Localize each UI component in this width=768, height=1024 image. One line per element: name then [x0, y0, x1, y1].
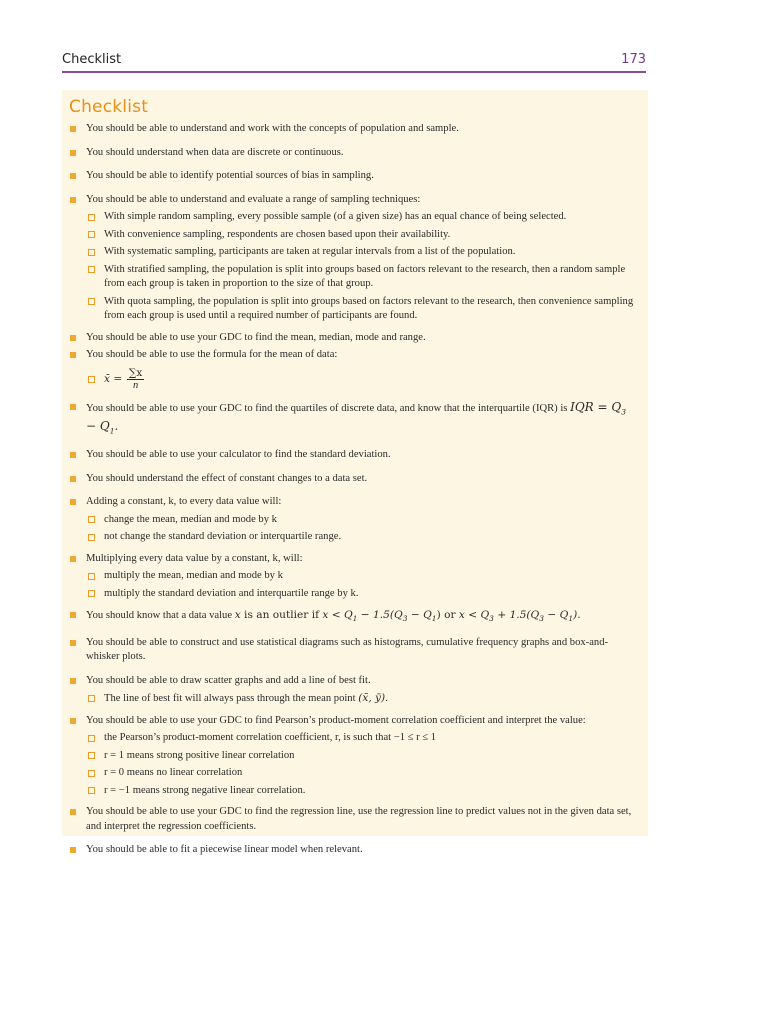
sub-list-item [86, 587, 638, 602]
item-text: You should understand when data are discrete or continuous. [86, 146, 344, 158]
list-item [68, 636, 638, 665]
fraction-denominator: n [132, 379, 139, 391]
bullet-square-icon [70, 352, 76, 358]
bullet-square-icon [70, 150, 76, 156]
list-item [68, 674, 638, 707]
sub-list [86, 731, 638, 798]
sub-item-text: With stratified sampling, the population is split into groups based on factors relevant to the research, then a random sample from each group is taken in proportion to the size of that group. [104, 263, 626, 289]
formula-part: ) or [436, 609, 459, 622]
hollow-square-icon [88, 214, 95, 221]
list-item [68, 552, 638, 602]
bullet-square-icon [70, 499, 76, 505]
bullet-square-icon [70, 809, 76, 815]
bullet-square-icon [70, 847, 76, 853]
bullet-square-icon [70, 476, 76, 482]
item-text: You should be able to use your GDC to find Pearson’s product-moment correlation coefficient and interpret the value: [86, 714, 586, 726]
hollow-square-icon [88, 231, 95, 238]
bullet-square-icon [70, 173, 76, 179]
sub-list [86, 569, 638, 601]
hollow-square-icon [88, 376, 95, 383]
list-item [68, 193, 638, 324]
hollow-square-icon [88, 770, 95, 777]
item-text: You should be able to construct and use statistical diagrams such as histograms, cumulative frequency graphs and box-and-whisker plots. [86, 636, 609, 663]
bullet-square-icon [70, 640, 76, 646]
hollow-square-icon [88, 266, 95, 273]
sub-list-item [86, 731, 638, 746]
item-text: Multiplying every data value by a constant, k, will: [86, 552, 303, 564]
bullet-square-icon [70, 452, 76, 458]
formula-lhs: x̄ = [104, 372, 123, 385]
formula-var: IQR [570, 399, 594, 414]
formula-part: − 1.5(Q [357, 609, 403, 622]
subscript: 1 [568, 614, 574, 624]
formula-part: = Q [597, 399, 622, 414]
item-text: You should be able to fit a piecewise linear model when relevant. [86, 844, 363, 856]
sub-item-text: r = 0 means no linear correlation [104, 767, 243, 779]
subscript: 1 [109, 426, 115, 436]
sub-item-text: multiply the mean, median and mode by k [104, 570, 283, 582]
mean-formula [86, 365, 638, 394]
sub-list-item [86, 784, 638, 799]
bullet-square-icon [70, 718, 76, 724]
hollow-square-icon [88, 590, 95, 597]
hollow-square-icon [88, 735, 95, 742]
item-text: You should be able to identify potential sources of bias in sampling. [86, 170, 374, 181]
subscript: 3 [489, 614, 494, 624]
sub-list-item [86, 228, 638, 243]
sub-list-item [86, 263, 638, 292]
checklist-items [68, 122, 638, 858]
formula-part: x [234, 609, 241, 622]
fraction [127, 367, 144, 392]
bullet-square-icon [70, 678, 76, 684]
page-number: 173 [621, 52, 646, 67]
list-item [68, 472, 638, 487]
bullet-square-icon [70, 197, 76, 203]
fraction-numerator: ∑x [128, 366, 143, 379]
formula-part: . [114, 419, 119, 434]
bullet-square-icon [70, 612, 76, 618]
hollow-square-icon [88, 534, 95, 541]
list-item [68, 495, 638, 545]
hollow-square-icon [88, 752, 95, 759]
sub-list-item [86, 295, 638, 324]
running-header [62, 52, 646, 72]
item-text: You should be able to use the formula for the mean of data: [86, 349, 338, 360]
item-text: Adding a constant, k, to every data value will: [86, 496, 282, 508]
formula-part: − Q [544, 609, 569, 622]
sub-item-text: the Pearson’s product-moment correlation coefficient, r, is such that −1 ≤ r ≤ 1 [104, 732, 437, 744]
sub-item-text: change the mean, median and mode by k [104, 513, 277, 525]
sub-item-text: With quota sampling, the population is split into groups based on factors relevant to the research, then convenience sampling from each group is used until a required number of participants are found. [104, 295, 634, 321]
item-text: You should be able to understand and work with the concepts of population and sample. [86, 123, 459, 134]
sub-list-item [86, 766, 638, 781]
list-item [68, 714, 638, 799]
bullet-square-icon [70, 404, 76, 410]
header-rule [62, 71, 646, 73]
sub-item-text: multiply the standard deviation and interquartile range by k. [104, 587, 359, 599]
item-text: You should be able to use your GDC to find the mean, median, mode and range. [86, 331, 426, 343]
subscript: 3 [539, 614, 545, 624]
item-text: You should understand the effect of constant changes to a data set. [86, 472, 368, 484]
sub-list-item [86, 530, 638, 545]
subscript: 1 [431, 614, 437, 624]
subscript: 3 [621, 406, 627, 416]
formula-part: − Q [86, 419, 110, 434]
panel-heading: Checklist [69, 97, 149, 117]
list-item [68, 448, 638, 463]
formula-part: − Q [407, 609, 432, 622]
hollow-square-icon [88, 516, 95, 523]
sub-list [86, 513, 638, 545]
sub-list-item [86, 210, 638, 225]
item-text: You should be able to use your GDC to find the regression line, use the regression line to predict values not in the given data set, and interpret the regression coefficients. [86, 806, 632, 832]
item-text: You should know that a data value [86, 610, 233, 622]
list-item [68, 843, 638, 858]
list-item [68, 146, 638, 161]
formula-part: x < Q [322, 609, 353, 622]
sub-item-text: r = −1 means strong negative linear correlation. [104, 784, 306, 796]
sub-item-end: . [385, 693, 388, 705]
subscript: 3 [402, 614, 408, 624]
item-text: You should be able to use your calculator to find the standard deviation. [86, 449, 391, 461]
sub-item-text: r = 1 means strong positive linear correlation [104, 749, 295, 761]
hollow-square-icon [88, 787, 95, 794]
bullet-square-icon [70, 556, 76, 562]
list-item [68, 122, 638, 137]
bullet-square-icon [70, 335, 76, 341]
sub-list-item [86, 513, 638, 528]
formula-part: + 1.5(Q [493, 609, 540, 622]
hollow-square-icon [88, 249, 95, 256]
outlier-formula [234, 609, 581, 624]
hollow-square-icon [88, 298, 95, 305]
list-item [68, 805, 638, 834]
subscript: 1 [352, 614, 358, 624]
list-item [68, 608, 638, 627]
item-text: You should be able to draw scatter graphs and add a line of best fit. [86, 674, 371, 686]
formula-part: ). [573, 609, 581, 622]
item-text: You should be able to understand and evaluate a range of sampling techniques: [86, 193, 421, 205]
list-item [68, 331, 638, 346]
sub-list [86, 210, 638, 324]
list-item [68, 169, 638, 184]
sub-list-item [86, 569, 638, 584]
mean-point: (x̄, ȳ) [358, 692, 386, 705]
formula-part: is an outlier if [240, 609, 323, 622]
running-header-title: Checklist [62, 52, 122, 67]
sub-item-text: With simple random sampling, every possible sample (of a given size) has an equal chance of being selected. [104, 211, 567, 222]
formula-part: x < Q [458, 609, 490, 622]
hollow-square-icon [88, 573, 95, 580]
sub-list [86, 365, 638, 394]
list-item [68, 400, 638, 440]
sub-list-item [86, 749, 638, 764]
bullet-square-icon [70, 126, 76, 132]
checklist-panel [62, 90, 648, 856]
sub-list-item [86, 245, 638, 260]
sub-item-text: The line of best fit will always pass through the mean point [104, 693, 356, 705]
sub-item-text: With systematic sampling, participants are taken at regular intervals from a list of the population. [104, 246, 516, 257]
hollow-square-icon [88, 695, 95, 702]
item-text: You should be able to use your GDC to find the quartiles of discrete data, and know that the interquartile (IQR) is [86, 402, 568, 414]
sub-list [86, 691, 638, 707]
sub-item-text: not change the standard deviation or interquartile range. [104, 531, 342, 543]
sub-item-text: With convenience sampling, respondents are chosen based upon their availability. [104, 228, 451, 240]
sub-list-item [86, 691, 638, 707]
list-item [68, 348, 638, 394]
